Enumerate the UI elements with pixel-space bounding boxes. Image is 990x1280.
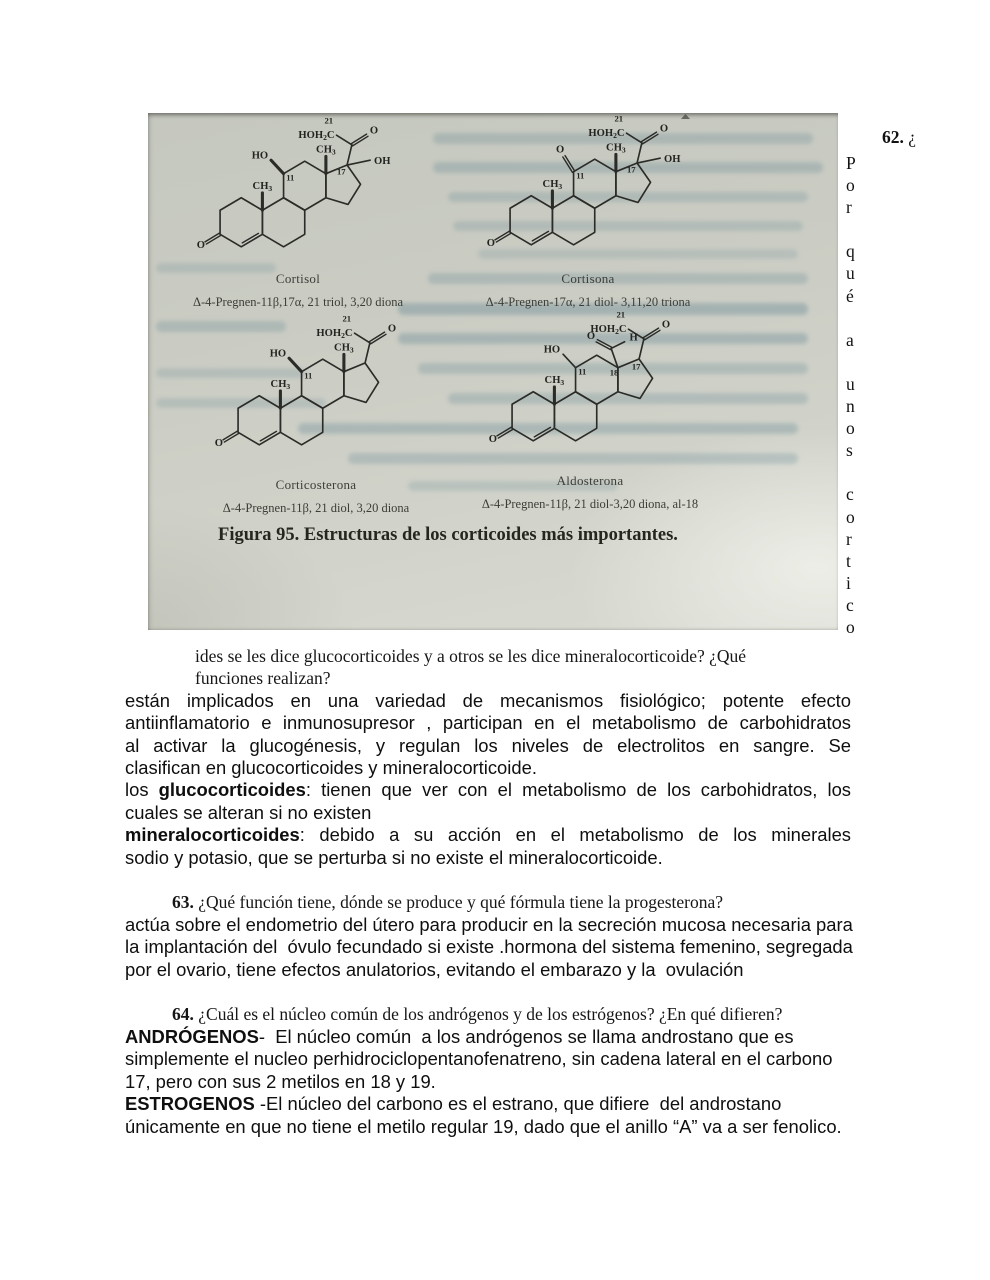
- vertical-char: [846, 351, 868, 373]
- structure-corticosterona: [196, 313, 436, 516]
- spacer: [125, 981, 851, 1003]
- structure-cortisona: [468, 113, 708, 310]
- text-line: mineralocorticoides: debido a su acción en el metabolismo de los minerales: [125, 824, 851, 846]
- svg-text:21: 21: [616, 309, 626, 320]
- svg-text:HO: HO: [251, 150, 269, 162]
- text-line: por el ovario, tiene efectos anulatorios, evitando el embarazo y la ovulación: [125, 958, 744, 980]
- vertical-char: u: [846, 373, 855, 394]
- svg-text:CH3​: CH3: [270, 379, 291, 391]
- svg-text:O: O: [486, 237, 495, 249]
- vertical-char: n: [846, 396, 855, 417]
- vertical-char: c: [846, 594, 854, 615]
- svg-text:CH3​: CH3: [252, 181, 273, 193]
- text-line: la implantación del óvulo fecundado si existe .hormona del sistema femenino, segregada: [125, 936, 853, 958]
- structure-cortisol: [178, 115, 418, 310]
- vertical-char: r: [846, 528, 852, 549]
- vertical-char: q: [846, 241, 855, 262]
- text-line: están implicados en una variedad de mecanismos fisiológico; potente efecto: [125, 689, 851, 711]
- svg-text:HOH2​C: HOH2​C: [590, 324, 627, 337]
- text-line: cuales se alteran si no existen: [125, 801, 372, 823]
- text-line: los glucocorticoides: tienen que ver con el metabolismo de los carbohidratos, los: [125, 779, 852, 801]
- vertical-char: r: [846, 197, 852, 218]
- paragraph: [125, 824, 851, 869]
- steroid-structure-svg: [485, 309, 695, 461]
- vertical-char: [846, 307, 868, 329]
- paragraph: [125, 1003, 851, 1025]
- svg-text:CH3​: CH3: [542, 179, 563, 191]
- vertical-char: s: [846, 440, 853, 461]
- svg-text:21: 21: [324, 115, 334, 126]
- vertical-char: [846, 218, 868, 240]
- svg-text:HO: HO: [543, 344, 561, 356]
- svg-text:O: O: [369, 125, 379, 137]
- paragraph: [125, 645, 851, 690]
- vertical-char: o: [846, 418, 855, 439]
- svg-text:CH3​: CH3: [606, 142, 626, 155]
- vertical-char: c: [846, 484, 854, 505]
- svg-text:O: O: [555, 144, 565, 156]
- svg-text:CH3​: CH3: [316, 144, 336, 157]
- structure-formula: Δ-4-Pregnen-11β, 21 diol, 3,20 diona: [222, 501, 410, 515]
- structure-name: Corticosterona: [275, 477, 357, 492]
- body-text: [125, 645, 851, 1138]
- structure-formula: Δ-4-Pregnen-11β, 21 diol-3,20 diona, al-18: [481, 497, 699, 511]
- steroid-structure-svg: [211, 313, 421, 465]
- text-line: antiinflamatorio e inmunosupresor , participan en el metabolismo de carbohidratos: [125, 712, 851, 734]
- svg-text:21: 21: [614, 113, 624, 124]
- text-line: actúa sobre el endometrio del útero para producir en la secreción mucosa necesaria para: [125, 913, 853, 935]
- figure-photo: [148, 113, 838, 630]
- spacer: [125, 869, 851, 891]
- svg-text:18: 18: [609, 367, 619, 378]
- svg-text:17: 17: [336, 166, 346, 177]
- text-line: ESTROGENOS -El núcleo del carbono es el estrano, que difiere del androstano: [125, 1093, 782, 1115]
- svg-text:HOH2​C: HOH2​C: [298, 130, 335, 143]
- structure-aldosterona: [470, 309, 710, 512]
- svg-text:11: 11: [304, 370, 313, 381]
- text-line: 64. ¿Cuál es el núcleo común de los andrógenos y de los estrógenos? ¿En qué difieren?: [172, 1004, 783, 1025]
- svg-text:O: O: [586, 330, 596, 342]
- vertical-char: i: [846, 572, 851, 593]
- text-line: clasifican en glucocorticoides y mineralocorticoide.: [125, 757, 537, 779]
- text-line: 17, pero con sus 2 metilos en 18 y 19.: [125, 1070, 436, 1092]
- svg-text:CH3​: CH3: [544, 375, 565, 387]
- structure-name: Cortisol: [275, 271, 321, 286]
- vertical-char: u: [846, 263, 855, 284]
- paragraph: [125, 891, 851, 913]
- question-62-number: [882, 127, 916, 148]
- paragraph: [125, 1026, 851, 1093]
- svg-text:O: O: [196, 239, 205, 251]
- paragraph: [125, 779, 851, 824]
- structure-formula: Δ-4-Pregnen-17α, 21 diol- 3,11,20 triona: [485, 295, 691, 309]
- figure-caption: Figura 95. Estructuras de los corticoides más importantes.: [218, 525, 678, 545]
- text-line: sodio y potasio, que se perturba si no existe el mineralocorticoide.: [125, 846, 663, 868]
- steroid-structure-svg: [193, 115, 403, 267]
- svg-text:11: 11: [576, 170, 585, 181]
- vertical-char: é: [846, 285, 854, 306]
- svg-text:H: H: [629, 332, 638, 344]
- vertical-char: o: [846, 506, 855, 527]
- text-line: únicamente en que no tiene el metilo regular 19, dado que el anillo “A” va a ser fenolico.: [125, 1115, 842, 1137]
- svg-text:O: O: [214, 437, 223, 449]
- text-line: al activar la glucogénesis, y regulan los niveles de electrolitos en sangre. Se: [125, 734, 851, 756]
- steroid-structure-svg: [483, 113, 693, 265]
- vertical-char: [846, 461, 868, 483]
- svg-text:17: 17: [626, 164, 636, 175]
- question-62-vertical-text: [846, 152, 868, 638]
- svg-text:O: O: [387, 323, 397, 335]
- text-line: simplemente el nucleo perhidrociclopentanofenatreno, sin cadena lateral en el carbono: [125, 1048, 833, 1070]
- text-line: ides se les dice glucocorticoides y a otros se les dice mineralocorticoide? ¿Qué: [195, 646, 747, 666]
- vertical-char: P: [846, 153, 856, 173]
- paragraph: [125, 914, 851, 981]
- structure-formula: Δ-4-Pregnen-11β,17α, 21 triol, 3,20 diona: [192, 295, 404, 309]
- vertical-char: t: [846, 550, 851, 571]
- text-line: 63. ¿Qué función tiene, dónde se produce y qué fórmula tiene la progesterona?: [172, 892, 724, 913]
- text-line: funciones realizan?: [195, 668, 331, 689]
- svg-text:21: 21: [342, 313, 352, 324]
- vertical-char: o: [846, 616, 855, 637]
- svg-text:11: 11: [578, 366, 587, 377]
- question-number: 62.: [882, 127, 904, 147]
- structure-name: Aldosterona: [556, 473, 624, 488]
- inverted-question-mark: ¿: [908, 127, 917, 147]
- svg-text:OH: OH: [374, 156, 391, 168]
- text-line: ANDRÓGENOS- El núcleo común a los andrógenos se llama androstano que es: [125, 1025, 794, 1047]
- svg-text:HOH2​C: HOH2​C: [316, 328, 353, 341]
- svg-text:HOH2​C: HOH2​C: [588, 128, 625, 141]
- vertical-char: a: [846, 329, 854, 350]
- structure-name: Cortisona: [561, 271, 615, 286]
- svg-text:O: O: [488, 433, 497, 445]
- svg-text:HO: HO: [269, 348, 287, 360]
- svg-text:CH3​: CH3: [334, 342, 354, 355]
- paragraph: [125, 1093, 851, 1138]
- svg-text:OH: OH: [664, 154, 681, 166]
- vertical-char: o: [846, 175, 855, 196]
- svg-text:O: O: [661, 319, 671, 331]
- svg-text:11: 11: [286, 172, 295, 183]
- paragraph: [125, 690, 851, 780]
- svg-text:17: 17: [631, 361, 641, 372]
- svg-text:O: O: [659, 123, 669, 135]
